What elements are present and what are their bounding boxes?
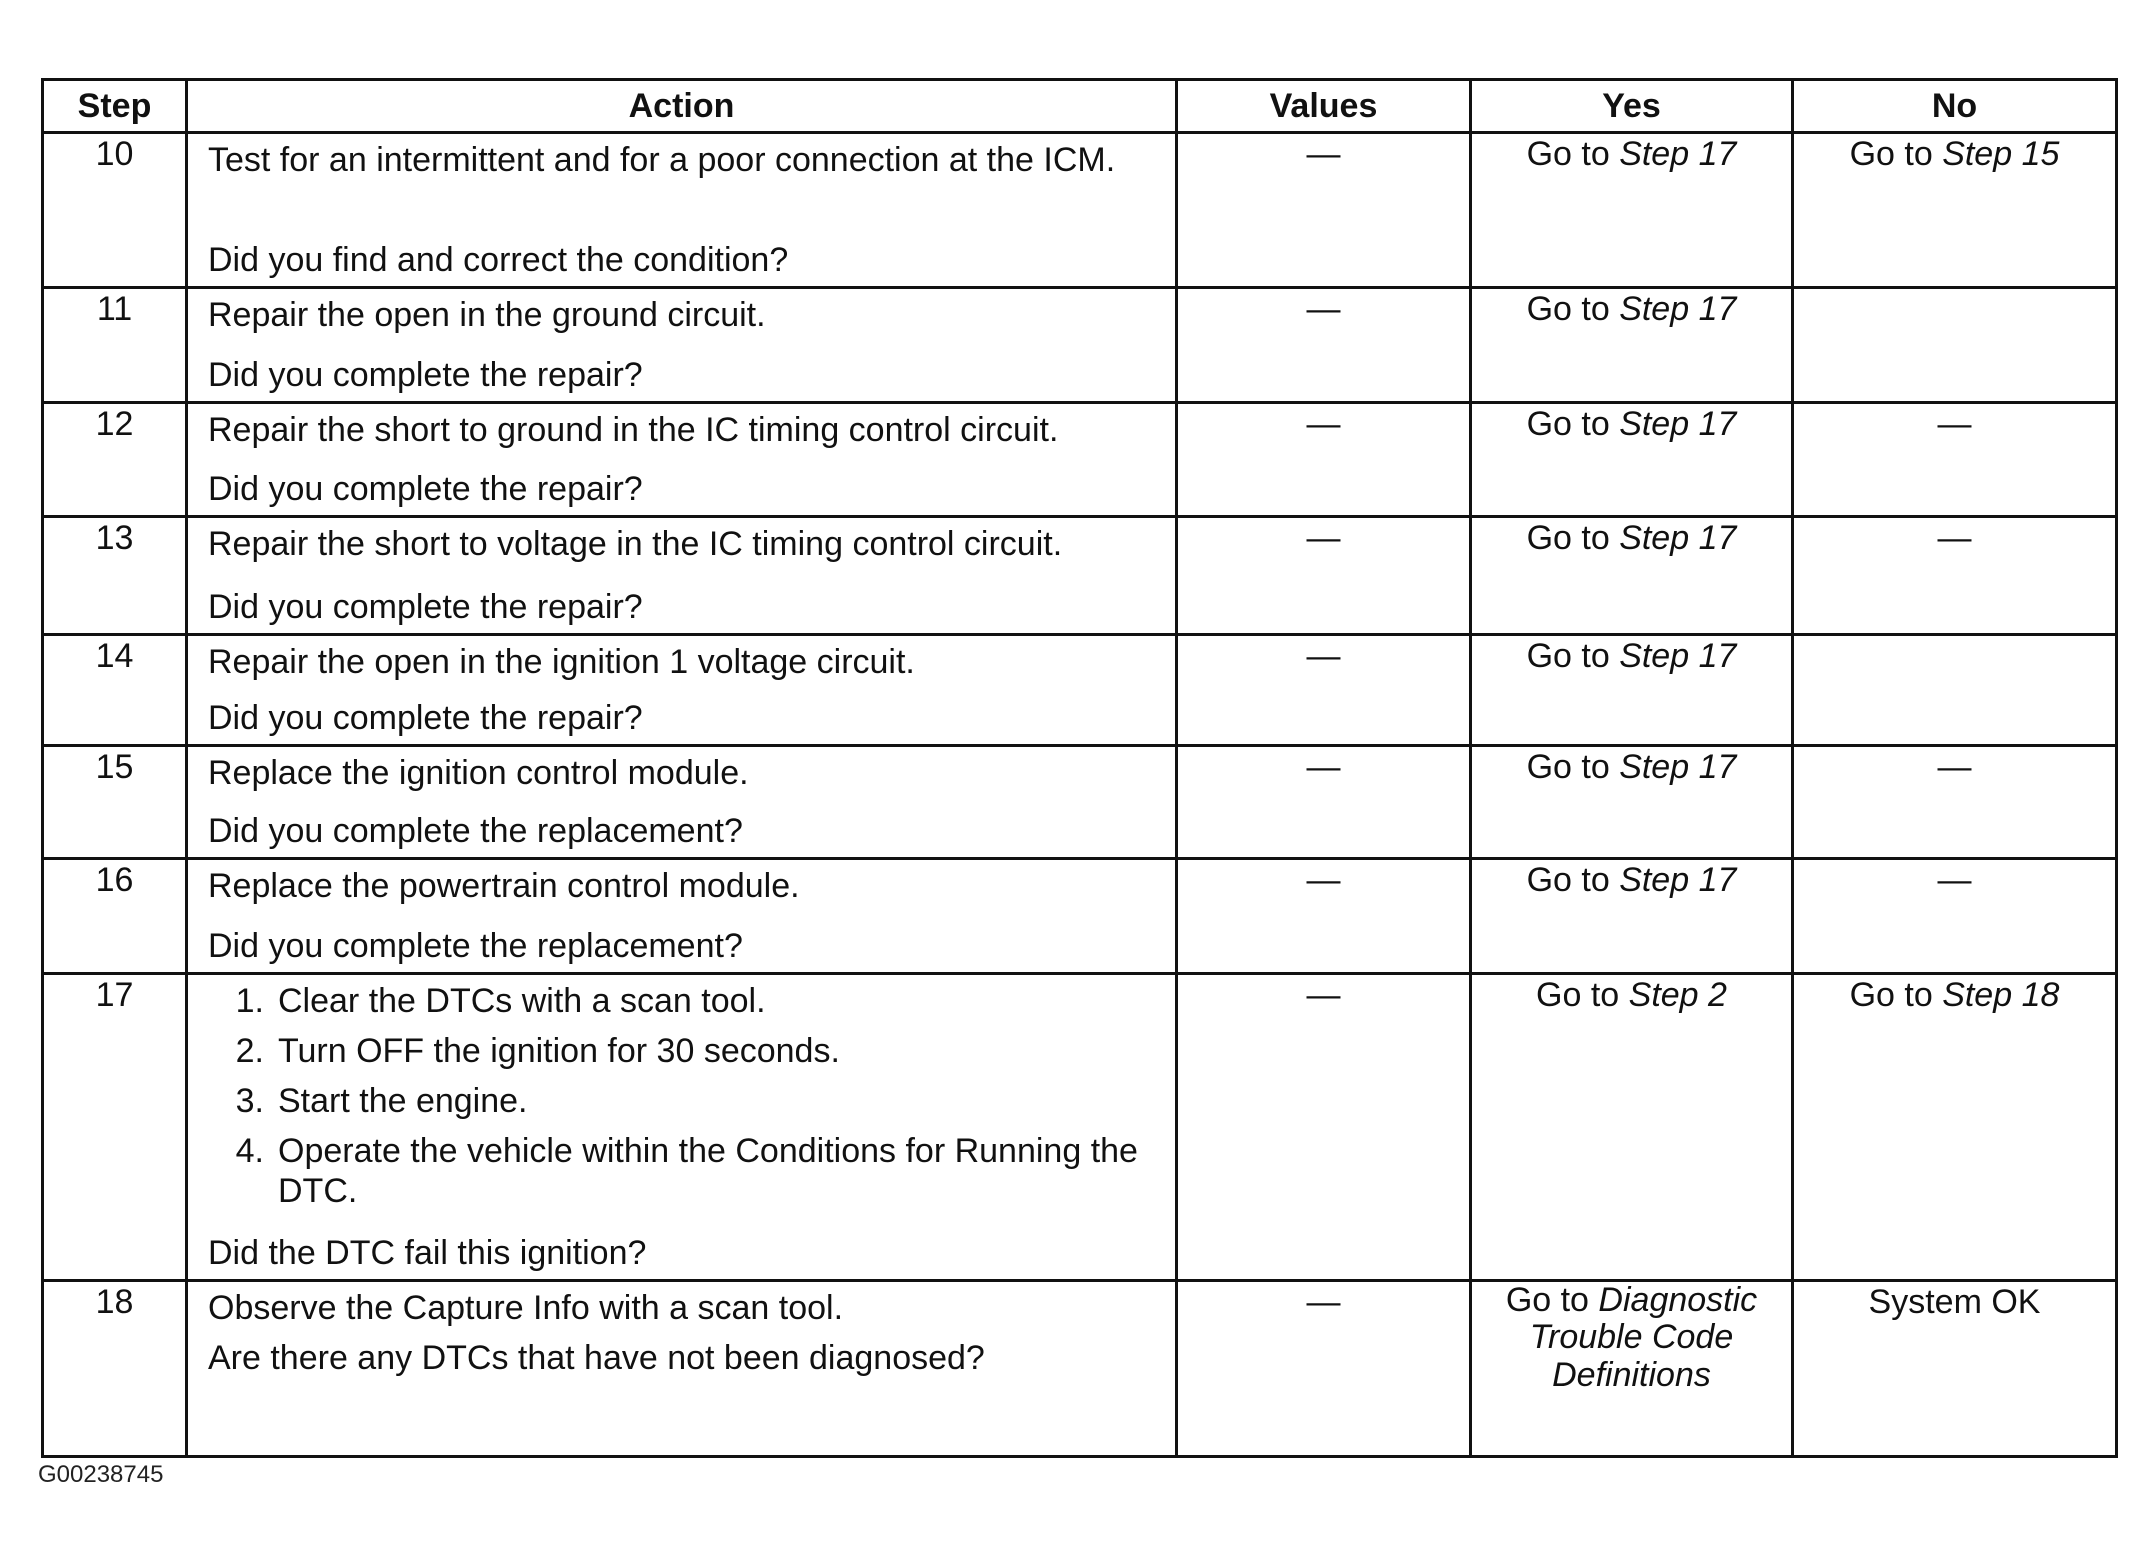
table-row	[43, 974, 2117, 1281]
action-text: Repair the open in the ignition 1 voltage circuit.	[208, 643, 915, 681]
yes-cell	[1471, 1281, 1793, 1457]
table-row	[43, 635, 2117, 746]
yes-step-ref: Step 17	[1619, 135, 1737, 173]
header-values: Values	[1177, 80, 1471, 133]
no-cell: —	[1793, 859, 2117, 974]
action-text: Observe the Capture Info with a scan tool.	[208, 1289, 844, 1327]
action-question: Did the DTC fail this ignition?	[208, 1233, 647, 1272]
table-row	[43, 403, 2117, 517]
header-row	[43, 80, 2117, 133]
yes-cell	[1471, 635, 1793, 746]
step-number: 12	[43, 403, 187, 517]
action-text: Repair the open in the ground circuit.	[208, 296, 766, 334]
action-cell	[187, 635, 1177, 746]
action-cell	[187, 517, 1177, 635]
yes-cell	[1471, 859, 1793, 974]
action-question: Did you find and correct the condition?	[208, 240, 789, 279]
yes-prefix: Go to	[1526, 861, 1620, 899]
action-cell	[187, 859, 1177, 974]
table-row	[43, 746, 2117, 859]
yes-prefix: Go to	[1526, 748, 1620, 786]
yes-step-ref: Step 2	[1628, 976, 1727, 1014]
yes-cell	[1471, 403, 1793, 517]
no-cell: —	[1793, 403, 2117, 517]
list-item: 1. Clear the DTCs with a scan tool.	[235, 982, 766, 1020]
action-text: Repair the short to ground in the IC timing control circuit.	[208, 411, 1059, 449]
header-action: Action	[187, 80, 1177, 133]
no-cell	[1793, 974, 2117, 1281]
action-question: Did you complete the repair?	[208, 698, 643, 737]
no-prefix: Go to	[1849, 135, 1943, 173]
values-cell: —	[1177, 1281, 1471, 1457]
no-cell: —	[1793, 746, 2117, 859]
action-question: Did you complete the repair?	[208, 469, 643, 508]
yes-step-ref: Step 17	[1619, 405, 1737, 443]
table-row	[43, 288, 2117, 403]
values-cell: —	[1177, 403, 1471, 517]
no-cell: —	[1793, 517, 2117, 635]
step-number: 10	[43, 133, 187, 288]
yes-step-ref: Step 17	[1619, 861, 1737, 899]
action-question: Did you complete the replacement?	[208, 811, 743, 850]
yes-prefix: Go to	[1526, 405, 1620, 443]
yes-step-ref: Step 17	[1619, 748, 1737, 786]
yes-prefix: Go to	[1526, 637, 1620, 675]
action-cell	[187, 133, 1177, 288]
no-cell	[1793, 635, 2117, 746]
yes-cell	[1471, 133, 1793, 288]
yes-step-ref: Step 17	[1619, 519, 1737, 557]
action-text: Test for an intermittent and for a poor connection at the ICM.	[208, 141, 1116, 179]
step-number: 18	[43, 1281, 187, 1457]
step-number: 13	[43, 517, 187, 635]
yes-prefix: Go to	[1526, 519, 1620, 557]
yes-prefix: Go to	[1505, 1281, 1599, 1319]
yes-step-ref: Step 17	[1619, 290, 1737, 328]
no-prefix: Go to	[1849, 976, 1943, 1014]
values-cell: —	[1177, 635, 1471, 746]
action-question: Did you complete the repair?	[208, 355, 643, 394]
header-step: Step	[43, 80, 187, 133]
list-item: 3. Start the engine.	[235, 1082, 528, 1121]
action-text: Repair the short to voltage in the IC timing control circuit.	[208, 525, 1063, 563]
action-cell	[187, 288, 1177, 403]
action-cell	[187, 403, 1177, 517]
no-step-ref: Step 15	[1942, 135, 2060, 173]
list-item: 2. Turn OFF the ignition for 30 seconds.	[235, 1032, 840, 1071]
header-no: No	[1793, 80, 2117, 133]
list-item: 4. Operate the vehicle within the Conditions for Running the DTC.	[235, 1132, 1138, 1211]
values-cell: —	[1177, 517, 1471, 635]
step-number: 17	[43, 974, 187, 1281]
yes-cell	[1471, 746, 1793, 859]
values-cell: —	[1177, 746, 1471, 859]
values-cell: —	[1177, 974, 1471, 1281]
action-question: Are there any DTCs that have not been diagnosed?	[208, 1339, 985, 1378]
action-text: Replace the ignition control module.	[208, 754, 749, 792]
table-row	[43, 517, 2117, 635]
yes-cell	[1471, 517, 1793, 635]
header-yes: Yes	[1471, 80, 1793, 133]
step-number: 15	[43, 746, 187, 859]
action-cell	[187, 1281, 1177, 1457]
yes-step-ref: Diagnostic Trouble Code Definitions	[1529, 1281, 1758, 1394]
yes-cell	[1471, 288, 1793, 403]
step-number: 11	[43, 288, 187, 403]
no-step-ref: Step 18	[1942, 976, 2060, 1014]
action-cell	[187, 746, 1177, 859]
values-cell: —	[1177, 133, 1471, 288]
step-number: 16	[43, 859, 187, 974]
procedure-list	[208, 981, 1161, 1222]
values-cell: —	[1177, 288, 1471, 403]
yes-prefix: Go to	[1526, 290, 1620, 328]
no-cell	[1793, 288, 2117, 403]
yes-prefix: Go to	[1536, 976, 1629, 1014]
values-cell: —	[1177, 859, 1471, 974]
no-cell	[1793, 133, 2117, 288]
yes-step-ref: Step 17	[1619, 637, 1737, 675]
no-cell: System OK	[1793, 1281, 2117, 1457]
table-row	[43, 1281, 2117, 1457]
yes-prefix: Go to	[1526, 135, 1620, 173]
table-row	[43, 859, 2117, 974]
figure-id: G00238745	[38, 1461, 164, 1488]
action-question: Did you complete the replacement?	[208, 926, 743, 965]
diagnostic-table	[41, 78, 2118, 1458]
action-cell	[187, 974, 1177, 1281]
yes-cell	[1471, 974, 1793, 1281]
action-question: Did you complete the repair?	[208, 587, 643, 626]
action-text: Replace the powertrain control module.	[208, 867, 800, 905]
table-row	[43, 133, 2117, 288]
step-number: 14	[43, 635, 187, 746]
